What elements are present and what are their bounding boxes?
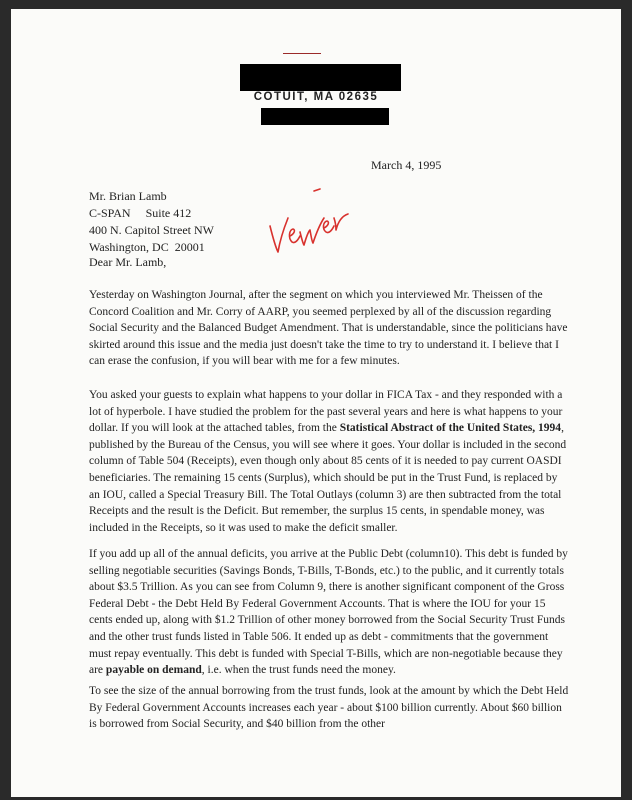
letter-page [11, 9, 621, 797]
paragraph-2-bold: Statistical Abstract of the United States, 1994 [339, 422, 562, 435]
header-mark [283, 53, 321, 54]
redacted-phone-block [261, 108, 389, 125]
letter-date: March 4, 1995 [371, 158, 442, 172]
paragraph-3-text: If you add up all of the annual deficits, you arrive at the Public Debt (column10). This debt is funded by selling negotiable securities (Savings Bonds, T-Bills, T-Bonds, etc.) to the public, and it currently totals about $3.5 Trillion. As you can see from Column 9, there is another significant component of the Gross Federal Debt - the Debt Held By Federal Government Accounts. That is where the IOU for your 15 cents ended up, along with $1.2 Trillion of other money borrowed from the Social Security Trust Funds and the other trust funds listed in Table 506. It ended up as debt - commitments that the government must repay eventually. This debt is funded with Special T-Bills, which are non-negotiable because they are [89, 548, 568, 677]
address-line: Mr. Brian Lamb [89, 189, 167, 203]
recipient-address [89, 188, 214, 256]
redacted-name-block [240, 64, 401, 91]
salutation: Dear Mr. Lamb, [89, 255, 167, 269]
paragraph-3-text: , i.e. when the trust funds need the money. [201, 664, 396, 677]
paragraph-4: To see the size of the annual borrowing from the trust funds, look at the amount by which the Debt Held By Federal Government Accounts increases each year - about $100 billion currently. About $60 billion is borrowed from Social Security, and $40 billion from the other [89, 685, 569, 731]
handwritten-viewer-note [266, 188, 391, 258]
address-line: Washington, DC 20001 [89, 240, 205, 254]
paragraph-2-text: You asked your guests to explain what happens to your dollar in FICA Tax - and they responded with a lot of hyperbole. I have studied the problem for the past several years and here is what happens to your dollar. If you will look at the attached tables, from the [89, 389, 563, 435]
paragraph-2-text: , published by the Bureau of the Census, you will see where it goes. Your dollar is included in the second column of Table 504 (Receipts), even though only about 85 cents of it is needed to pay current OASDI beneficiaries. The remaining 15 cents (Surplus), which should be put in the Trust Fund, is replaced by an IOU, called a Special Treasury Bill. The Total Outlays (column 3) are then subtracted from the total Receipts and the result is the Deficit. But remember, the surplus 15 cents, in spendable money, was included in the Receipts, so it was used to make the deficit smaller. [89, 422, 567, 534]
paragraph-2 [89, 387, 569, 536]
paragraph-3 [89, 546, 569, 679]
address-line: C-SPAN Suite 412 [89, 206, 192, 220]
paragraph-3-bold: payable on demand [105, 664, 202, 677]
address-line: 400 N. Capitol Street NW [89, 223, 214, 237]
paragraph-1: Yesterday on Washington Journal, after the segment on which you interviewed Mr. Theissen of the Concord Coalition and Mr. Corry of AARP, you seemed perplexed by all of the discussion regarding Social Security and the Balanced Budget Amendment. That is understandable, since the politicians have skirted around this issue and the media just doesn't take the time to try to understand it. I believe that I can erase the confusion, if you will bear with me for a few minutes. [89, 289, 568, 368]
letterhead-address: COTUIT, MA 02635 [253, 91, 379, 103]
